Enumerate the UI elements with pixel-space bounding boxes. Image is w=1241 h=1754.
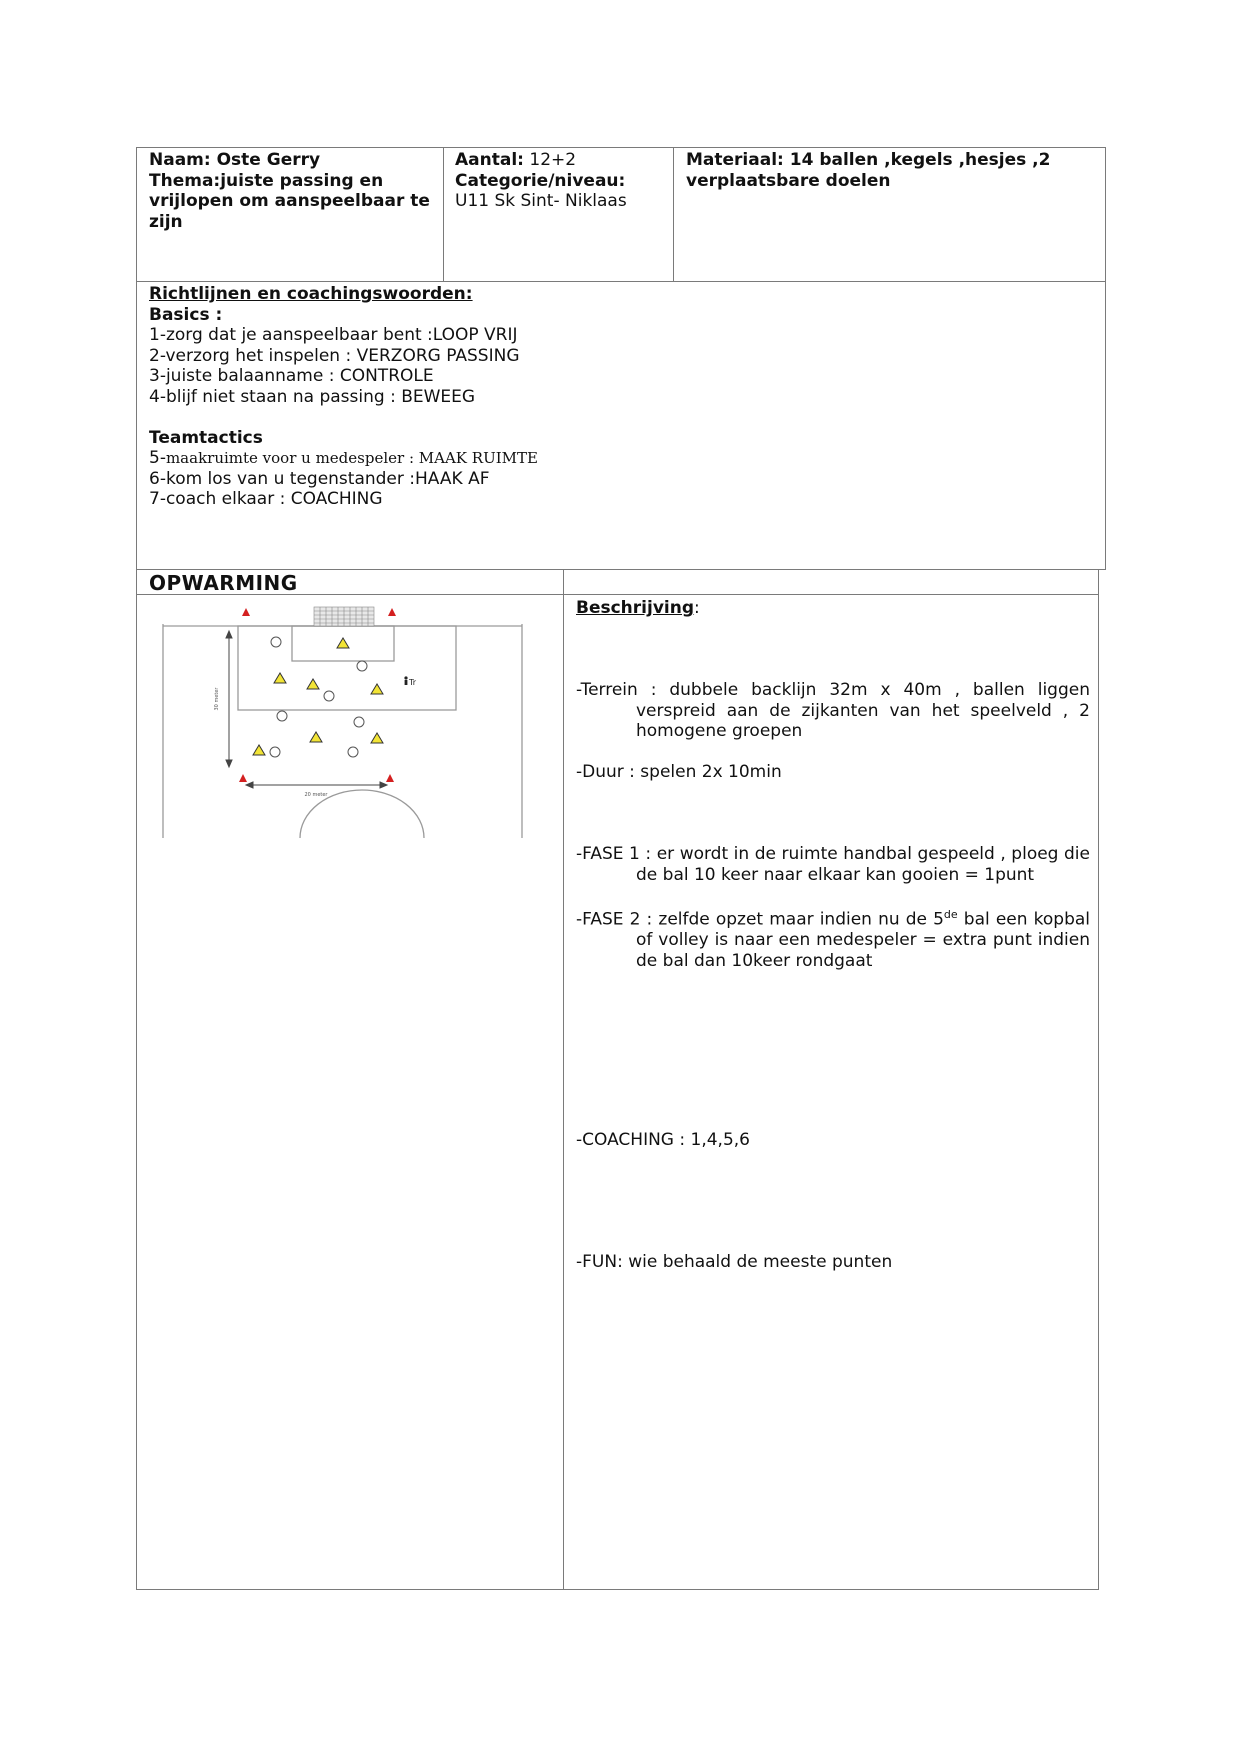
teamtactics-item: 6-kom los van u tegenstander :HAAK AF <box>149 468 490 489</box>
player-circle-icon <box>271 637 281 647</box>
thema-line: zijn <box>149 211 183 232</box>
player-triangle-icon <box>253 745 265 755</box>
cone-icon <box>242 608 250 616</box>
fase1-line: de bal 10 keer naar elkaar kan gooien = 1punt <box>636 864 1035 885</box>
teamtactics-title: Teamtactics <box>149 427 263 448</box>
terrein-line: -Terrein : dubbele backlijn 32m x 40m , ballen liggen <box>576 680 1090 700</box>
fase2-paragraph <box>576 905 1090 971</box>
player-triangle-icon <box>274 673 286 683</box>
player-triangle-icon <box>307 679 319 689</box>
teamtactics-item <box>149 448 1089 469</box>
thema-line: Thema:juiste passing en <box>149 170 384 191</box>
materiaal-cell <box>686 150 1096 191</box>
player-circle-icon <box>270 747 280 757</box>
basics-item: 1-zorg dat je aanspeelbaar bent :LOOP VRIJ <box>149 325 518 345</box>
teamtactics-item: 7-coach elkaar : COACHING <box>149 489 383 509</box>
fase1-paragraph <box>576 844 1090 885</box>
aantal <box>455 150 670 171</box>
aantal-label: Aantal: <box>455 150 524 170</box>
beschrijving-header <box>576 598 700 619</box>
fase2-superscript: de <box>943 908 958 921</box>
richtlijnen-content <box>149 284 1089 510</box>
richtlijnen-title: Richtlijnen en coachingswoorden: <box>149 284 473 304</box>
header-divider-1 <box>443 147 444 282</box>
terrein-line: verspreid aan de zijkanten van het speelveld , 2 <box>636 700 1090 721</box>
goal-icon <box>314 607 374 626</box>
basics-item: 2-verzorg het inspelen : VERZORG PASSING <box>149 345 520 366</box>
cone-icon <box>386 774 394 782</box>
basics-item: 4-blijf niet staan na passing : BEWEEG <box>149 386 476 407</box>
basics-item: 3-juiste balaanname : CONTROLE <box>149 366 434 386</box>
field-diagram <box>160 604 530 838</box>
coaching-line: -COACHING : 1,4,5,6 <box>576 1130 750 1150</box>
materiaal-line: verplaatsbare doelen <box>686 170 891 191</box>
terrein-line: homogene groepen <box>636 721 803 741</box>
player-triangle-icon <box>371 684 383 694</box>
naam-cell <box>149 150 439 232</box>
fase2-text-b: bal een kopbal <box>957 909 1091 930</box>
penalty-area <box>238 626 456 710</box>
player-circle-icon <box>324 691 334 701</box>
horizontal-dimension-label: 20 meter <box>304 792 328 798</box>
trainer-label: Tr <box>409 678 416 687</box>
fase2-line <box>576 905 1090 930</box>
player-triangle-icon <box>371 733 383 743</box>
duur-line: -Duur : spelen 2x 10min <box>576 762 782 782</box>
player-triangle-icon <box>337 638 349 648</box>
vertical-dimension-label: 30 meter <box>214 687 220 711</box>
player-circle-icon <box>277 711 287 721</box>
aantal-cell <box>455 150 670 212</box>
fase2-line: of volley is naar een medespeler = extra punt indien <box>636 930 1090 951</box>
player-circle-icon <box>348 747 358 757</box>
categorie-label: Categorie/niveau: <box>455 170 626 191</box>
cone-icon <box>239 774 247 782</box>
aantal-value: 12+2 <box>523 150 577 170</box>
player-circle-icon <box>354 717 364 727</box>
teamtactics-num: 5- <box>149 448 166 468</box>
materiaal-line: Materiaal: 14 ballen ,kegels ,hesjes ,2 <box>686 150 1051 170</box>
fase2-line: de bal dan 10keer rondgaat <box>636 950 873 971</box>
fase2-text-a: -FASE 2 : zelfde opzet maar indien nu de 5 <box>576 909 944 930</box>
terrein-paragraph <box>576 680 1090 742</box>
trainer-icon <box>404 676 407 685</box>
player-circle-icon <box>357 661 367 671</box>
teamtactics-text: maakruimte voor u medespeler : MAAK RUIMTE <box>165 449 538 467</box>
fun-line: -FUN: wie behaald de meeste punten <box>576 1252 893 1272</box>
opwarming-title: OPWARMING <box>149 571 298 595</box>
opwarming-column-divider <box>563 569 564 1590</box>
thema-line: vrijlopen om aanspeelbaar te <box>149 191 430 211</box>
categorie-value: U11 Sk Sint- Niklaas <box>455 191 627 211</box>
fase1-line: -FASE 1 : er wordt in de ruimte handbal gespeeld , ploeg die <box>576 844 1090 864</box>
basics-title: Basics : <box>149 304 223 325</box>
header-divider-2 <box>673 147 674 282</box>
beschrijving-label: Beschrijving <box>576 598 695 618</box>
naam: Naam: Oste Gerry <box>149 150 321 170</box>
beschrijving-colon: : <box>694 598 700 618</box>
cone-icon <box>388 608 396 616</box>
player-triangle-icon <box>310 732 322 742</box>
